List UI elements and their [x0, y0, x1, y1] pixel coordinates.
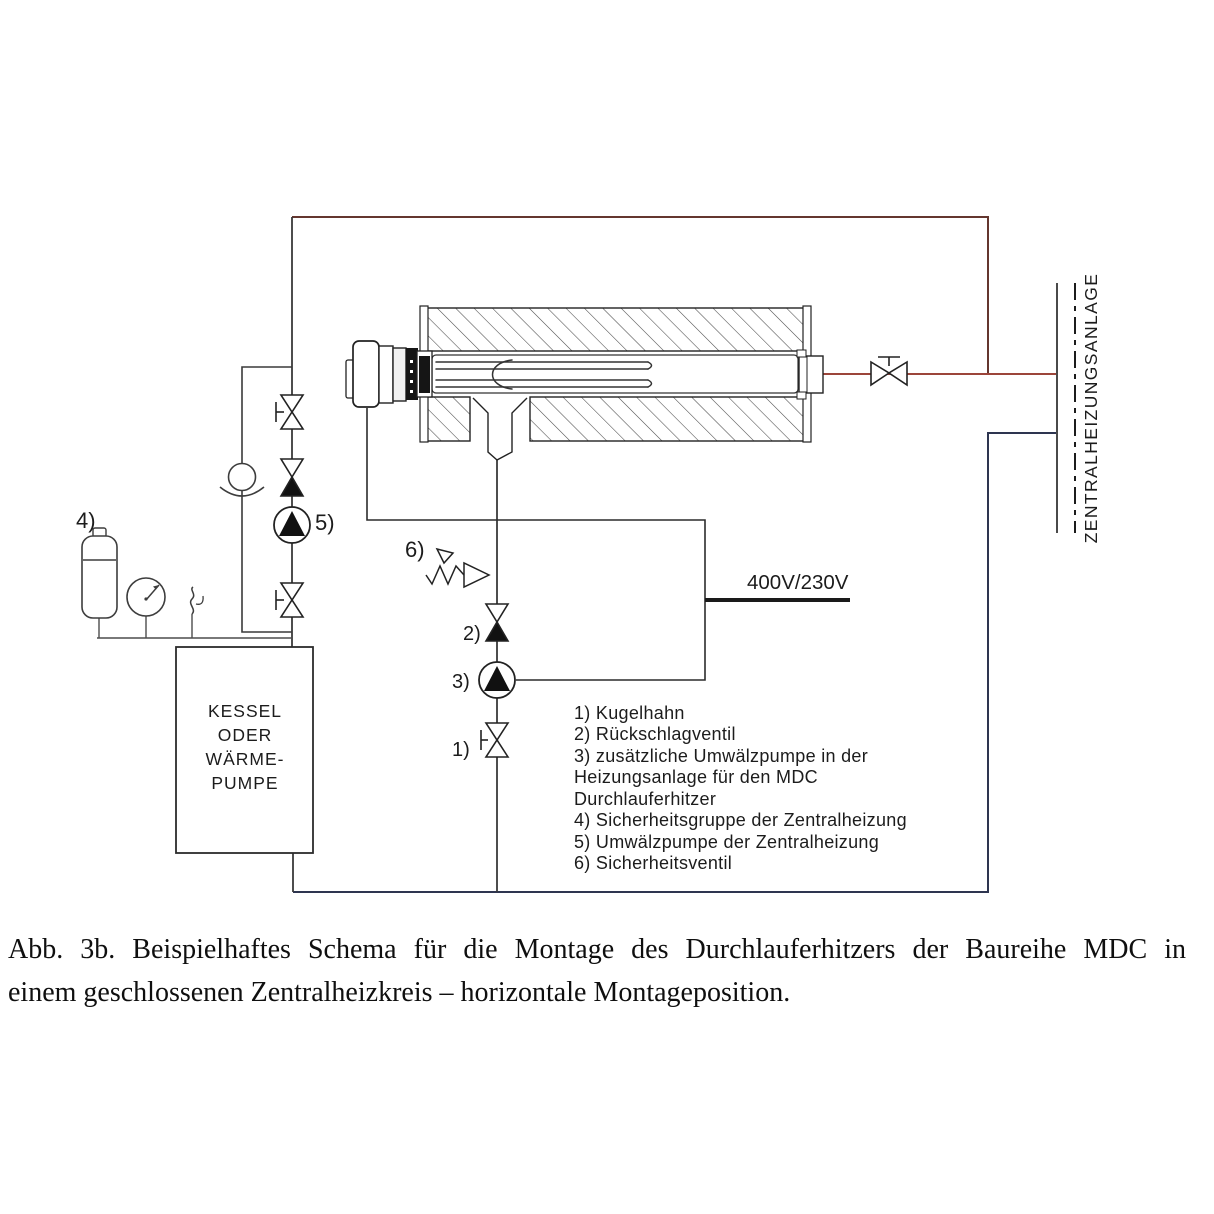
label-6: 6): [405, 537, 425, 562]
boiler-label-line: PUMPE: [211, 773, 279, 793]
check-valve-2: [486, 604, 508, 641]
boiler-label-line: KESSEL: [207, 701, 283, 721]
legend-line: 6) Sicherheitsventil: [574, 853, 733, 873]
pump-3: [479, 662, 515, 698]
label-2: 2): [463, 623, 481, 645]
caption-line-1: Abb. 3b. Beispielhaftes Schema für die Montage des Durchlauferhitzers der Baureihe MDC in: [8, 934, 1186, 965]
electric-connection-head: [346, 341, 432, 407]
expansion-vessel: [82, 528, 117, 618]
power-label: 400V/230V: [747, 571, 849, 594]
label-4: 4): [76, 508, 96, 533]
check-valve-left: [281, 459, 303, 496]
legend-line: 1) Kugelhahn: [574, 703, 685, 723]
funnel-symbol: [220, 464, 264, 497]
ball-valve-top: [276, 395, 303, 429]
system-label: ZENTRALHEIZUNGSANLAGE: [1081, 272, 1101, 544]
pressure-gauge: [127, 578, 165, 616]
legend-line: 3) zusätzliche Umwälzpumpe in der: [574, 746, 869, 766]
legend-line: 5) Umwälzpumpe der Zentralheizung: [574, 832, 880, 852]
safety-group-stubs: [99, 614, 192, 638]
legend-line: 4) Sicherheitsgruppe der Zentralheizung: [574, 810, 907, 830]
legend: [574, 703, 907, 873]
ball-valve-1: [481, 723, 508, 757]
boiler-label-line: WÄRME-: [205, 749, 285, 769]
funnel-branch-pipe: [242, 367, 292, 632]
figure-caption: [8, 928, 1186, 1014]
pump-5: [274, 507, 310, 543]
ball-valve-middle: [276, 583, 303, 617]
flow-heater-assembly: [346, 306, 823, 460]
legend-line: Heizungsanlage für den MDC: [574, 767, 818, 787]
caption-line-2: einem geschlossenen Zentralheizkreis – horizontale Montageposition.: [8, 977, 791, 1008]
legend-line: Durchlauferhitzer: [574, 789, 717, 809]
label-5: 5): [315, 510, 335, 535]
label-3: 3): [452, 671, 470, 693]
legend-line: 2) Rückschlagventil: [574, 724, 736, 744]
safety-valve-6: [426, 549, 489, 587]
air-vent-valve: [191, 587, 204, 614]
label-1: 1): [452, 739, 470, 761]
boiler-label-line: ODER: [217, 725, 273, 745]
ball-valve-outlet: [871, 357, 907, 385]
